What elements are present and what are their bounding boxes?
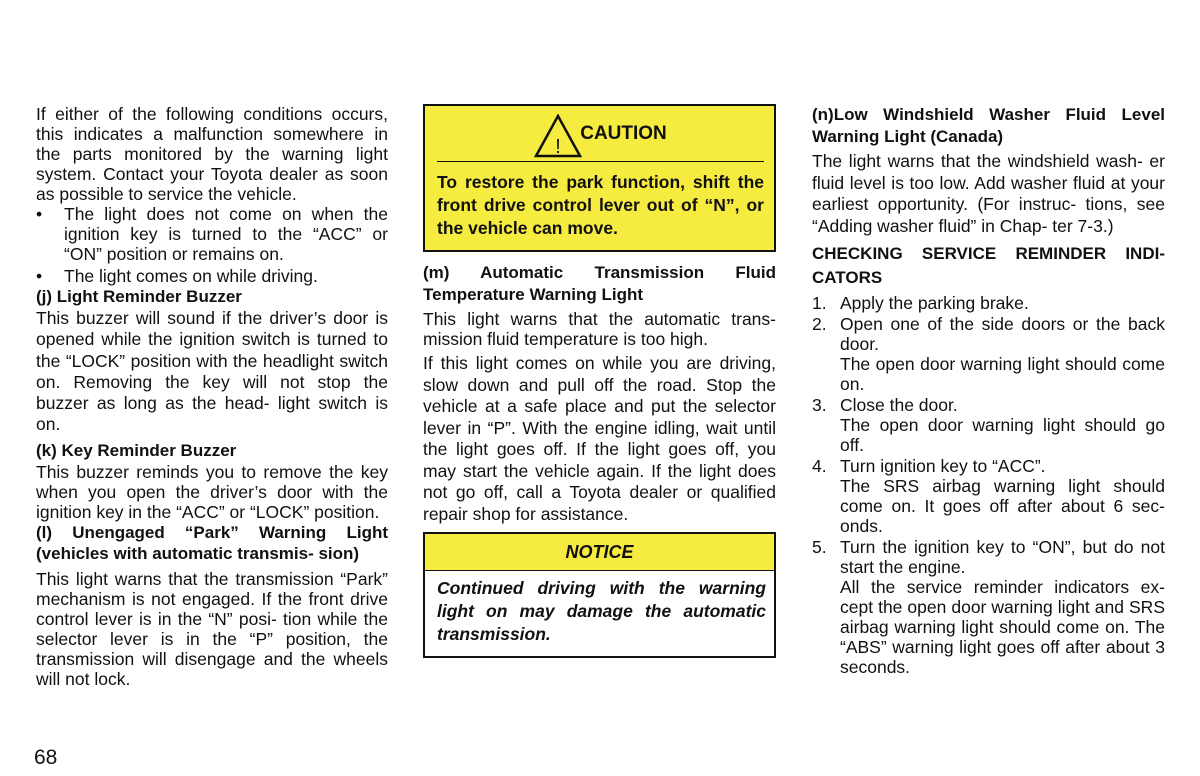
step-text: Turn the ignition key to “ON”, but do not start the engine. <box>840 537 1165 577</box>
step-number: 5. <box>812 537 827 557</box>
step-item <box>812 395 1165 455</box>
step-number: 1. <box>812 293 827 313</box>
section-text-m-2: If this light comes on while you are driving, slow down and pull off the road. Stop the vehicle at a safe place and put the selector lever in “P”. With the engine idling, wait until the light goes off. If the light goes off, you may start the vehicle again. If the light does not go off, call a Toyota dealer or qualified repair shop for assistance. <box>423 353 776 524</box>
bullet-item <box>36 266 388 286</box>
step-number: 3. <box>812 395 827 415</box>
step-item <box>812 314 1165 394</box>
bullet-item <box>36 204 388 264</box>
right-column <box>812 104 1165 677</box>
bullet-text: The light does not come on when the ignition key is turned to the “ACC” or “ON” position or remains on. <box>64 204 388 264</box>
checking-heading: CHECKING SERVICE REMINDER INDI- CATORS <box>812 244 1165 287</box>
caution-text: To restore the park function, shift the front drive control lever out of “N”, or the vehicle can move. <box>437 172 764 238</box>
step-item <box>812 456 1165 536</box>
notice-text: Continued driving with the warning light on may damage the automatic transmission. <box>437 578 766 644</box>
section-heading-l: (l) Unengaged “Park” Warning Light (vehicles with automatic transmis- sion) <box>36 522 388 564</box>
warning-triangle-glyph: ! <box>555 135 561 158</box>
caution-box <box>423 104 776 252</box>
left-column <box>36 104 388 689</box>
section-text-j: This buzzer will sound if the driver’s door is opened while the ignition switch is turned to the “LOCK” position with the headlight switch on. Removing the key will not stop the buzzer as long as the head- light switch is on. <box>36 308 388 435</box>
middle-column <box>423 104 776 658</box>
caution-header <box>437 106 764 162</box>
section-heading-k: (k) Key Reminder Buzzer <box>36 440 237 460</box>
step-item <box>812 537 1165 677</box>
step-number: 2. <box>812 314 827 334</box>
steps-list <box>812 293 1165 677</box>
section-text-n: The light warns that the windshield wash- er fluid level is too low. Add washer fluid at your earliest opportunity. (For instruc- tions, see “Adding washer fluid” in Chap- ter 7-3.) <box>812 151 1165 236</box>
step-text: Open one of the side doors or the back door. <box>840 314 1165 354</box>
section-text-m-1: This light warns that the automatic trans- mission fluid temperature is too high. <box>423 309 776 349</box>
step-text: Close the door. <box>840 395 958 415</box>
step-subtext: The open door warning light should come on. <box>840 354 1165 394</box>
step-subtext: The open door warning light should go off. <box>840 415 1165 455</box>
section-text-l: This light warns that the transmission “Park” mechanism is not engaged. If the front drive control lever is in the “N” posi- tion while the selector lever is in the “P” position, the transmission will disengage and the wheels will not lock. <box>36 568 388 689</box>
step-subtext: All the service reminder indicators ex- cept the open door warning light and SRS airbag warning light should come on. The “ABS” warning light goes off after about 3 seconds. <box>840 577 1165 677</box>
intro-paragraph: If either of the following conditions occurs, this indicates a malfunction somewhere in the parts monitored by the warning light system. Contact your Toyota dealer as soon as possible to service the vehicle. <box>36 104 388 204</box>
bullet-marker: • <box>36 266 43 286</box>
page-number: 68 <box>34 746 58 769</box>
section-heading-m: (m) Automatic Transmission Fluid Temperature Warning Light <box>423 263 776 304</box>
bullet-text: The light comes on while driving. <box>64 266 318 286</box>
section-heading-n: (n)Low Windshield Washer Fluid Level Warning Light (Canada) <box>812 105 1165 146</box>
notice-box <box>423 532 776 658</box>
step-item <box>812 293 1165 313</box>
step-subtext: The SRS airbag warning light should come on. It goes off after about 6 sec- onds. <box>840 476 1165 536</box>
notice-title: NOTICE <box>425 534 774 571</box>
section-text-k: This buzzer reminds you to remove the key when you open the driver’s door with the ignition key in the “ACC” or “LOCK” position. <box>36 461 388 522</box>
step-text: Apply the parking brake. <box>840 293 1029 313</box>
bullet-marker: • <box>36 204 43 224</box>
step-text: Turn ignition key to “ACC”. <box>840 456 1046 476</box>
section-heading-j: (j) Light Reminder Buzzer <box>36 287 242 306</box>
warning-triangle-icon <box>534 114 582 158</box>
caution-title: CAUTION <box>580 122 667 144</box>
step-number: 4. <box>812 456 827 476</box>
